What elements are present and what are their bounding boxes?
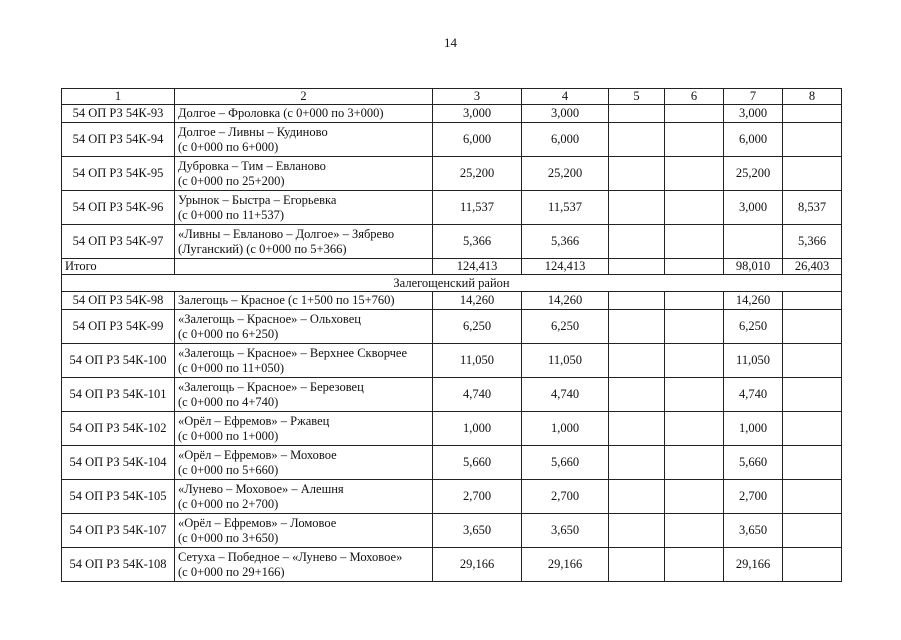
road-code: 54 ОП РЗ 54К-99 [62,310,175,344]
value-col5 [609,548,665,582]
description-line: «Залегощь – Красное» – Березовец [178,379,364,394]
section-row [62,275,842,292]
total-col7: 98,010 [724,259,783,275]
description-line: Долгое – Ливны – Кудиново [178,124,328,139]
value-col7: 6,000 [724,123,783,157]
total-col6 [665,259,724,275]
value-col5 [609,480,665,514]
description-line: (с 0+000 по 4+740) [178,394,279,409]
description-line: «Залегощь – Красное» – Верхнее Скворчее [178,345,408,360]
value-col4: 29,166 [522,548,609,582]
value-col6 [665,157,724,191]
column-header: 8 [783,89,842,105]
value-col7: 29,166 [724,548,783,582]
table-total-section [62,259,842,292]
value-col3: 14,260 [433,292,522,310]
value-col4: 4,740 [522,378,609,412]
table-row [62,105,842,123]
value-col6 [665,191,724,225]
road-description [175,344,433,378]
value-col8: 8,537 [783,191,842,225]
value-col6 [665,105,724,123]
road-description [175,292,433,310]
page-number: 14 [444,35,457,50]
table-body-zalegoshch-rows [62,292,842,582]
description-line: Урынок – Быстра – Егорьевка [178,192,337,207]
value-col8 [783,548,842,582]
value-col3: 3,000 [433,105,522,123]
road-description [175,548,433,582]
road-description [175,123,433,157]
value-col3: 25,200 [433,157,522,191]
road-code: 54 ОП РЗ 54К-108 [62,548,175,582]
road-code: 54 ОП РЗ 54К-102 [62,412,175,446]
value-col7: 3,650 [724,514,783,548]
table-row [62,157,842,191]
road-code: 54 ОП РЗ 54К-97 [62,225,175,259]
column-header: 5 [609,89,665,105]
description-line: «Лунево – Моховое» – Алешня [178,481,344,496]
value-col3: 2,700 [433,480,522,514]
value-col4: 6,250 [522,310,609,344]
total-label: Итого [62,259,175,275]
total-col4: 124,413 [522,259,609,275]
value-col8 [783,514,842,548]
value-col5 [609,412,665,446]
value-col8 [783,292,842,310]
table-row [62,292,842,310]
value-col5 [609,344,665,378]
value-col4: 14,260 [522,292,609,310]
value-col3: 6,000 [433,123,522,157]
road-description [175,225,433,259]
total-col3: 124,413 [433,259,522,275]
value-col4: 5,366 [522,225,609,259]
description-line: (с 0+000 по 3+650) [178,530,279,545]
value-col8 [783,446,842,480]
description-line: (с 0+000 по 5+660) [178,462,279,477]
value-col6 [665,123,724,157]
road-description [175,446,433,480]
value-col7: 6,250 [724,310,783,344]
value-col7: 5,660 [724,446,783,480]
value-col4: 1,000 [522,412,609,446]
value-col7: 4,740 [724,378,783,412]
table-row [62,480,842,514]
value-col7: 25,200 [724,157,783,191]
table-row [62,225,842,259]
value-col8 [783,480,842,514]
description-line: (с 0+000 по 2+700) [178,496,279,511]
value-col7: 3,000 [724,105,783,123]
value-col3: 4,740 [433,378,522,412]
total-col8: 26,403 [783,259,842,275]
description-line: Сетуха – Победное – «Лунево – Моховое» [178,549,403,564]
value-col6 [665,310,724,344]
road-code: 54 ОП РЗ 54К-96 [62,191,175,225]
roads-table [61,88,842,582]
road-code: 54 ОП РЗ 54К-94 [62,123,175,157]
value-col5 [609,514,665,548]
description-line: «Ливны – Евланово – Долгое» – Зябрево [178,226,395,241]
table-header [62,89,842,105]
value-col3: 6,250 [433,310,522,344]
table-row [62,412,842,446]
column-header: 1 [62,89,175,105]
value-col7: 1,000 [724,412,783,446]
description-line: «Орёл – Ефремов» – Ломовое [178,515,337,530]
description-line: (с 0+000 по 29+166) [178,564,285,579]
value-col8: 5,366 [783,225,842,259]
value-col5 [609,157,665,191]
value-col8 [783,157,842,191]
value-col6 [665,292,724,310]
value-col4: 11,537 [522,191,609,225]
description-line: (с 0+000 по 1+000) [178,428,279,443]
value-col8 [783,105,842,123]
value-col7: 2,700 [724,480,783,514]
description-line: «Залегощь – Красное» – Ольховец [178,311,361,326]
description-line: «Орёл – Ефремов» – Ржавец [178,413,330,428]
road-description [175,378,433,412]
road-description [175,480,433,514]
value-col5 [609,123,665,157]
road-description [175,105,433,123]
table-row [62,548,842,582]
value-col6 [665,412,724,446]
road-description [175,157,433,191]
column-header: 3 [433,89,522,105]
total-col5 [609,259,665,275]
value-col7: 14,260 [724,292,783,310]
description-line: Залегощь – Красное (с 1+500 по 15+760) [178,293,395,307]
value-col3: 5,366 [433,225,522,259]
value-col4: 3,650 [522,514,609,548]
value-col8 [783,344,842,378]
value-col3: 11,050 [433,344,522,378]
table-row [62,344,842,378]
value-col7 [724,225,783,259]
value-col5 [609,310,665,344]
column-header: 2 [175,89,433,105]
description-line: (с 0+000 по 11+537) [178,207,285,222]
column-header: 4 [522,89,609,105]
road-description [175,191,433,225]
value-col6 [665,344,724,378]
value-col8 [783,310,842,344]
value-col5 [609,105,665,123]
value-col7: 11,050 [724,344,783,378]
road-description [175,412,433,446]
value-col6 [665,225,724,259]
value-col5 [609,292,665,310]
value-col6 [665,548,724,582]
table-body-district-rows [62,105,842,259]
road-code: 54 ОП РЗ 54К-104 [62,446,175,480]
value-col7: 3,000 [724,191,783,225]
value-col6 [665,480,724,514]
value-col3: 29,166 [433,548,522,582]
total-desc-cell [175,259,433,275]
table-row [62,191,842,225]
description-line: (с 0+000 по 6+000) [178,139,279,154]
road-code: 54 ОП РЗ 54К-105 [62,480,175,514]
value-col4: 6,000 [522,123,609,157]
value-col4: 2,700 [522,480,609,514]
value-col3: 3,650 [433,514,522,548]
description-line: «Орёл – Ефремов» – Моховое [178,447,337,462]
value-col5 [609,446,665,480]
value-col4: 11,050 [522,344,609,378]
table-row [62,378,842,412]
road-description [175,310,433,344]
value-col6 [665,378,724,412]
value-col6 [665,446,724,480]
table-row [62,446,842,480]
value-col3: 1,000 [433,412,522,446]
description-line: (с 0+000 по 11+050) [178,360,285,375]
column-header: 6 [665,89,724,105]
table-row [62,514,842,548]
road-code: 54 ОП РЗ 54К-100 [62,344,175,378]
value-col4: 5,660 [522,446,609,480]
road-code: 54 ОП РЗ 54К-107 [62,514,175,548]
value-col6 [665,514,724,548]
road-code: 54 ОП РЗ 54К-93 [62,105,175,123]
value-col5 [609,225,665,259]
value-col3: 11,537 [433,191,522,225]
value-col3: 5,660 [433,446,522,480]
description-line: Долгое – Фроловка (с 0+000 по 3+000) [178,106,384,120]
description-line: (с 0+000 по 25+200) [178,173,285,188]
value-col8 [783,123,842,157]
description-line: (Луганский) (с 0+000 по 5+366) [178,241,347,256]
value-col8 [783,412,842,446]
value-col5 [609,378,665,412]
value-col4: 3,000 [522,105,609,123]
total-row [62,259,842,275]
value-col5 [609,191,665,225]
table-row [62,310,842,344]
section-title: Залегощенский район [62,275,842,292]
column-header: 7 [724,89,783,105]
road-code: 54 ОП РЗ 54К-95 [62,157,175,191]
road-code: 54 ОП РЗ 54К-98 [62,292,175,310]
table-row [62,123,842,157]
road-description [175,514,433,548]
description-line: Дубровка – Тим – Евланово [178,158,326,173]
road-code: 54 ОП РЗ 54К-101 [62,378,175,412]
description-line: (с 0+000 по 6+250) [178,326,279,341]
value-col4: 25,200 [522,157,609,191]
value-col8 [783,378,842,412]
